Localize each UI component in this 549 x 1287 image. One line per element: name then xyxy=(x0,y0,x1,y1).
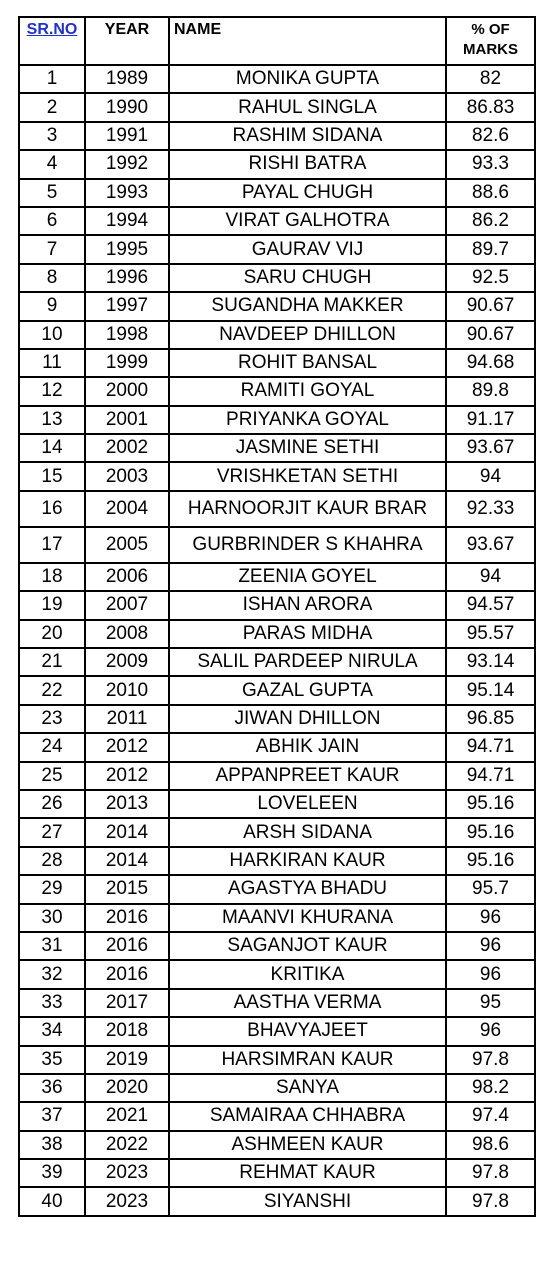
table-row xyxy=(19,491,535,527)
table-row xyxy=(19,150,535,178)
table-row xyxy=(19,462,535,490)
column-header-year: YEAR xyxy=(85,17,169,65)
cell-marks: 88.6 xyxy=(446,179,535,207)
cell-marks: 96 xyxy=(446,1017,535,1045)
cell-marks: 96.85 xyxy=(446,705,535,733)
cell-marks: 94.57 xyxy=(446,591,535,619)
cell-marks: 95.16 xyxy=(446,818,535,846)
cell-marks: 90.67 xyxy=(446,321,535,349)
table-row xyxy=(19,932,535,960)
table-row xyxy=(19,790,535,818)
cell-year: 2002 xyxy=(85,434,169,462)
cell-marks: 94 xyxy=(446,462,535,490)
cell-year: 2019 xyxy=(85,1046,169,1074)
cell-marks: 95.16 xyxy=(446,847,535,875)
cell-year: 1999 xyxy=(85,349,169,377)
cell-sr-no: 39 xyxy=(19,1159,85,1187)
table-row xyxy=(19,1017,535,1045)
table-row xyxy=(19,1131,535,1159)
cell-sr-no: 8 xyxy=(19,264,85,292)
cell-name: ISHAN ARORA xyxy=(169,591,446,619)
table-row xyxy=(19,875,535,903)
cell-name: REHMAT KAUR xyxy=(169,1159,446,1187)
cell-marks: 82 xyxy=(446,65,535,93)
table-row xyxy=(19,292,535,320)
cell-year: 2020 xyxy=(85,1074,169,1102)
cell-name: SALIL PARDEEP NIRULA xyxy=(169,648,446,676)
cell-name: LOVELEEN xyxy=(169,790,446,818)
table-row xyxy=(19,960,535,988)
cell-marks: 90.67 xyxy=(446,292,535,320)
cell-year: 2010 xyxy=(85,676,169,704)
cell-marks: 96 xyxy=(446,904,535,932)
table-row xyxy=(19,762,535,790)
cell-name: ZEENIA GOYEL xyxy=(169,563,446,591)
table-row xyxy=(19,1102,535,1130)
cell-sr-no: 10 xyxy=(19,321,85,349)
table-row xyxy=(19,620,535,648)
cell-year: 2012 xyxy=(85,762,169,790)
cell-sr-no: 9 xyxy=(19,292,85,320)
cell-marks: 92.33 xyxy=(446,491,535,527)
cell-name: ABHIK JAIN xyxy=(169,733,446,761)
cell-name: SIYANSHI xyxy=(169,1187,446,1215)
cell-name: PRIYANKA GOYAL xyxy=(169,406,446,434)
cell-name: SANYA xyxy=(169,1074,446,1102)
cell-year: 2017 xyxy=(85,989,169,1017)
cell-sr-no: 6 xyxy=(19,207,85,235)
cell-year: 2006 xyxy=(85,563,169,591)
cell-year: 2021 xyxy=(85,1102,169,1130)
cell-marks: 94.71 xyxy=(446,762,535,790)
cell-marks: 82.6 xyxy=(446,122,535,150)
cell-sr-no: 32 xyxy=(19,960,85,988)
table-row xyxy=(19,235,535,263)
cell-name: SAGANJOT KAUR xyxy=(169,932,446,960)
cell-sr-no: 27 xyxy=(19,818,85,846)
cell-sr-no: 23 xyxy=(19,705,85,733)
cell-name: NAVDEEP DHILLON xyxy=(169,321,446,349)
table-row xyxy=(19,591,535,619)
cell-name: RAMITI GOYAL xyxy=(169,377,446,405)
cell-sr-no: 25 xyxy=(19,762,85,790)
cell-marks: 89.7 xyxy=(446,235,535,263)
cell-year: 1996 xyxy=(85,264,169,292)
table-row xyxy=(19,1187,535,1215)
cell-sr-no: 26 xyxy=(19,790,85,818)
table-row xyxy=(19,705,535,733)
cell-sr-no: 22 xyxy=(19,676,85,704)
cell-name: MAANVI KHURANA xyxy=(169,904,446,932)
table-row xyxy=(19,93,535,121)
cell-marks: 93.67 xyxy=(446,527,535,563)
cell-sr-no: 15 xyxy=(19,462,85,490)
cell-sr-no: 21 xyxy=(19,648,85,676)
table-row xyxy=(19,207,535,235)
cell-name: RASHIM SIDANA xyxy=(169,122,446,150)
cell-sr-no: 19 xyxy=(19,591,85,619)
cell-year: 2016 xyxy=(85,932,169,960)
table-row xyxy=(19,1159,535,1187)
column-header-name: NAME xyxy=(169,17,446,65)
cell-year: 2022 xyxy=(85,1131,169,1159)
cell-name: KRITIKA xyxy=(169,960,446,988)
cell-marks: 98.6 xyxy=(446,1131,535,1159)
cell-name: ASHMEEN KAUR xyxy=(169,1131,446,1159)
table-row xyxy=(19,648,535,676)
cell-sr-no: 14 xyxy=(19,434,85,462)
cell-sr-no: 7 xyxy=(19,235,85,263)
table-row xyxy=(19,1046,535,1074)
cell-marks: 95 xyxy=(446,989,535,1017)
cell-sr-no: 24 xyxy=(19,733,85,761)
table-row xyxy=(19,264,535,292)
cell-year: 2000 xyxy=(85,377,169,405)
cell-marks: 86.2 xyxy=(446,207,535,235)
table-row xyxy=(19,434,535,462)
cell-name: PAYAL CHUGH xyxy=(169,179,446,207)
cell-year: 2016 xyxy=(85,960,169,988)
cell-year: 2023 xyxy=(85,1187,169,1215)
cell-sr-no: 37 xyxy=(19,1102,85,1130)
cell-year: 1991 xyxy=(85,122,169,150)
cell-sr-no: 5 xyxy=(19,179,85,207)
column-header-sr-no-link[interactable]: SR.NO xyxy=(19,17,85,65)
cell-sr-no: 3 xyxy=(19,122,85,150)
cell-sr-no: 38 xyxy=(19,1131,85,1159)
cell-year: 2011 xyxy=(85,705,169,733)
table-row xyxy=(19,818,535,846)
cell-sr-no: 12 xyxy=(19,377,85,405)
cell-name: MONIKA GUPTA xyxy=(169,65,446,93)
cell-sr-no: 31 xyxy=(19,932,85,960)
table-row xyxy=(19,122,535,150)
cell-year: 2005 xyxy=(85,527,169,563)
cell-name: BHAVYAJEET xyxy=(169,1017,446,1045)
cell-sr-no: 35 xyxy=(19,1046,85,1074)
cell-year: 1994 xyxy=(85,207,169,235)
cell-marks: 98.2 xyxy=(446,1074,535,1102)
cell-sr-no: 20 xyxy=(19,620,85,648)
cell-year: 2015 xyxy=(85,875,169,903)
cell-sr-no: 18 xyxy=(19,563,85,591)
cell-sr-no: 16 xyxy=(19,491,85,527)
cell-marks: 93.14 xyxy=(446,648,535,676)
cell-marks: 96 xyxy=(446,932,535,960)
cell-name: JIWAN DHILLON xyxy=(169,705,446,733)
cell-marks: 96 xyxy=(446,960,535,988)
cell-name: AGASTYA BHADU xyxy=(169,875,446,903)
cell-marks: 89.8 xyxy=(446,377,535,405)
cell-marks: 94.68 xyxy=(446,349,535,377)
table-row xyxy=(19,989,535,1017)
cell-sr-no: 2 xyxy=(19,93,85,121)
table-row xyxy=(19,406,535,434)
cell-name: HARKIRAN KAUR xyxy=(169,847,446,875)
cell-marks: 94.71 xyxy=(446,733,535,761)
table-row xyxy=(19,733,535,761)
table-row xyxy=(19,179,535,207)
cell-year: 2008 xyxy=(85,620,169,648)
cell-marks: 95.57 xyxy=(446,620,535,648)
cell-name: RISHI BATRA xyxy=(169,150,446,178)
cell-sr-no: 11 xyxy=(19,349,85,377)
cell-marks: 97.8 xyxy=(446,1187,535,1215)
table-row xyxy=(19,563,535,591)
cell-name: RAHUL SINGLA xyxy=(169,93,446,121)
cell-name: GURBRINDER S KHAHRA xyxy=(169,527,446,563)
cell-sr-no: 13 xyxy=(19,406,85,434)
cell-sr-no: 34 xyxy=(19,1017,85,1045)
cell-sr-no: 40 xyxy=(19,1187,85,1215)
cell-year: 1995 xyxy=(85,235,169,263)
cell-marks: 97.8 xyxy=(446,1046,535,1074)
cell-year: 2001 xyxy=(85,406,169,434)
cell-name: AASTHA VERMA xyxy=(169,989,446,1017)
cell-marks: 95.7 xyxy=(446,875,535,903)
cell-name: GAZAL GUPTA xyxy=(169,676,446,704)
cell-marks: 95.16 xyxy=(446,790,535,818)
table-row xyxy=(19,377,535,405)
cell-sr-no: 28 xyxy=(19,847,85,875)
cell-name: SUGANDHA MAKKER xyxy=(169,292,446,320)
cell-year: 2014 xyxy=(85,847,169,875)
cell-year: 2014 xyxy=(85,818,169,846)
table-row xyxy=(19,65,535,93)
cell-sr-no: 33 xyxy=(19,989,85,1017)
cell-marks: 97.4 xyxy=(446,1102,535,1130)
cell-year: 2016 xyxy=(85,904,169,932)
cell-name: ROHIT BANSAL xyxy=(169,349,446,377)
cell-year: 1992 xyxy=(85,150,169,178)
cell-year: 2012 xyxy=(85,733,169,761)
cell-year: 2023 xyxy=(85,1159,169,1187)
cell-sr-no: 36 xyxy=(19,1074,85,1102)
cell-year: 2009 xyxy=(85,648,169,676)
table-body xyxy=(19,65,535,1216)
cell-name: APPANPREET KAUR xyxy=(169,762,446,790)
cell-sr-no: 17 xyxy=(19,527,85,563)
table-row xyxy=(19,847,535,875)
cell-marks: 93.3 xyxy=(446,150,535,178)
cell-sr-no: 30 xyxy=(19,904,85,932)
cell-name: HARSIMRAN KAUR xyxy=(169,1046,446,1074)
table-row xyxy=(19,527,535,563)
cell-name: VIRAT GALHOTRA xyxy=(169,207,446,235)
cell-name: VRISHKETAN SETHI xyxy=(169,462,446,490)
table-row xyxy=(19,904,535,932)
cell-sr-no: 4 xyxy=(19,150,85,178)
column-header-marks: % OF MARKS xyxy=(446,17,535,65)
cell-marks: 97.8 xyxy=(446,1159,535,1187)
cell-marks: 95.14 xyxy=(446,676,535,704)
cell-year: 1989 xyxy=(85,65,169,93)
table-row xyxy=(19,1074,535,1102)
cell-year: 1997 xyxy=(85,292,169,320)
cell-name: HARNOORJIT KAUR BRAR xyxy=(169,491,446,527)
cell-marks: 94 xyxy=(446,563,535,591)
cell-sr-no: 1 xyxy=(19,65,85,93)
cell-name: ARSH SIDANA xyxy=(169,818,446,846)
table-header-row xyxy=(19,17,535,65)
cell-year: 2007 xyxy=(85,591,169,619)
cell-name: PARAS MIDHA xyxy=(169,620,446,648)
cell-marks: 92.5 xyxy=(446,264,535,292)
cell-year: 1990 xyxy=(85,93,169,121)
cell-sr-no: 29 xyxy=(19,875,85,903)
cell-year: 2013 xyxy=(85,790,169,818)
cell-year: 2004 xyxy=(85,491,169,527)
cell-marks: 91.17 xyxy=(446,406,535,434)
cell-name: SAMAIRAA CHHABRA xyxy=(169,1102,446,1130)
cell-year: 2018 xyxy=(85,1017,169,1045)
cell-year: 2003 xyxy=(85,462,169,490)
table-row xyxy=(19,676,535,704)
cell-year: 1993 xyxy=(85,179,169,207)
cell-name: GAURAV VIJ xyxy=(169,235,446,263)
cell-marks: 86.83 xyxy=(446,93,535,121)
toppers-table xyxy=(18,16,536,1217)
cell-name: JASMINE SETHI xyxy=(169,434,446,462)
cell-year: 1998 xyxy=(85,321,169,349)
table-row xyxy=(19,349,535,377)
cell-name: SARU CHUGH xyxy=(169,264,446,292)
table-row xyxy=(19,321,535,349)
cell-marks: 93.67 xyxy=(446,434,535,462)
